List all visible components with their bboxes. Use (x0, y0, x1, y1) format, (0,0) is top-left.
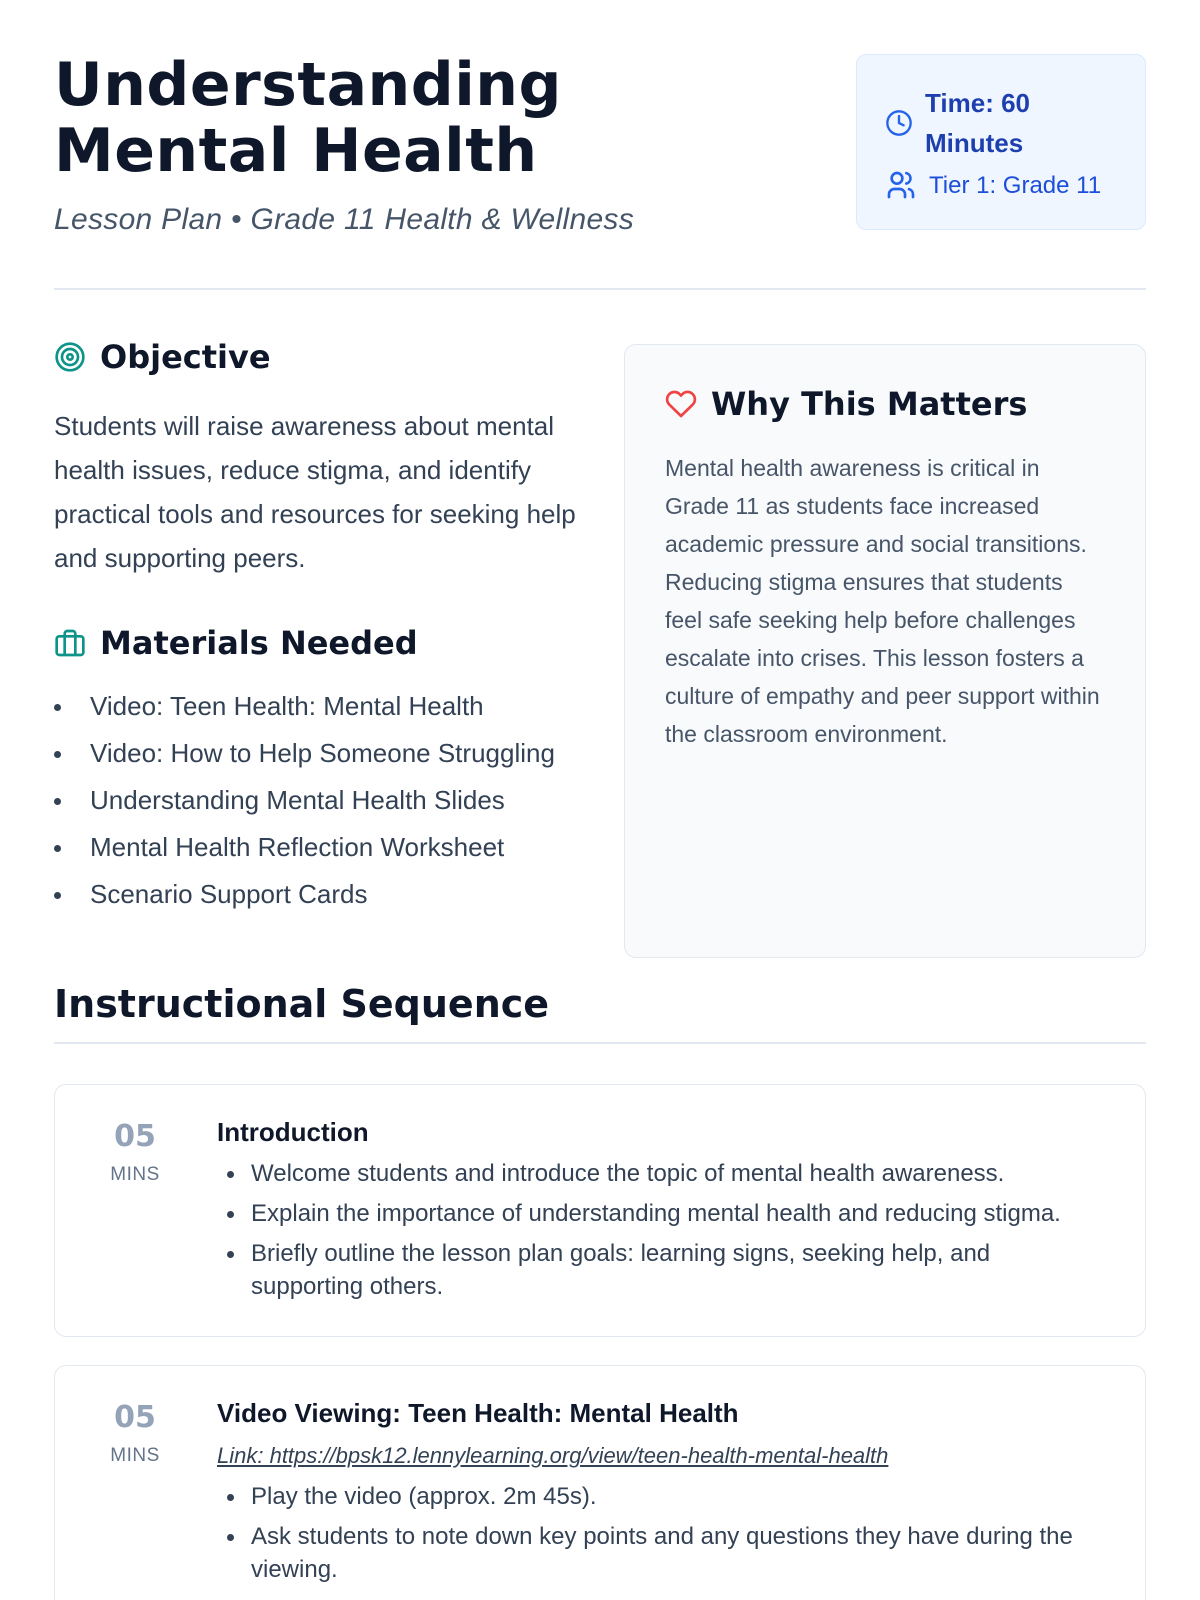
target-icon (54, 341, 86, 373)
step-minutes: 05 (114, 1119, 156, 1154)
list-item: Understanding Mental Health Slides (54, 780, 584, 820)
step-minutes: 05 (114, 1400, 156, 1435)
overview-section (54, 290, 1146, 970)
lesson-meta-card (856, 54, 1146, 230)
list-item: Mental Health Reflection Worksheet (54, 827, 584, 867)
step-duration (95, 1400, 175, 1467)
clock-icon (885, 109, 913, 137)
list-item: Video: How to Help Someone Struggling (54, 733, 584, 773)
lesson-header (54, 0, 1146, 290)
tier-label: Tier 1: Grade 11 (929, 172, 1102, 199)
list-item: Welcome students and introduce the topic of mental health awareness. (217, 1157, 1105, 1190)
page-title: Understanding Mental Health (54, 50, 562, 186)
list-item: Briefly outline the lesson plan goals: learning signs, seeking help, and supporting others. (217, 1237, 1105, 1303)
list-item: Play the video (approx. 2m 45s). (217, 1480, 1105, 1513)
objective-title: Objective (100, 338, 271, 376)
why-this-matters-card (624, 344, 1146, 958)
list-item: Ask students to note down key points and any questions they have during the viewing. (217, 1520, 1105, 1586)
time-row (885, 83, 1117, 163)
briefcase-icon (54, 627, 86, 659)
list-item: Explain the importance of understanding mental health and reducing stigma. (217, 1197, 1105, 1230)
objective-text: Students will raise awareness about mental health issues, reduce stigma, and identify practical tools and resources for seeking help and supporting peers. (54, 411, 576, 573)
page-subtitle: Lesson Plan • Grade 11 Health & Wellness (54, 203, 635, 236)
heart-icon (665, 388, 697, 420)
video-link[interactable]: Link: https://bpsk12.lennylearning.org/view/teen-health-mental-health (217, 1443, 889, 1468)
sequence-title: Instructional Sequence (54, 982, 1146, 1044)
sequence-step-introduction (54, 1084, 1146, 1337)
tier-row (885, 169, 1117, 203)
objective-heading (54, 338, 584, 376)
users-icon (885, 169, 917, 201)
step-duration (95, 1119, 175, 1186)
step-bullets (217, 1480, 1105, 1586)
sequence-step-video (54, 1365, 1146, 1600)
why-title: Why This Matters (711, 385, 1028, 423)
time-label: Time: 60 Minutes (925, 88, 1031, 158)
list-item: Scenario Support Cards (54, 874, 584, 914)
step-bullets (217, 1157, 1105, 1303)
list-item: Video: Teen Health: Mental Health (54, 686, 584, 726)
left-column (54, 338, 584, 921)
step-unit: MINS (110, 1164, 160, 1185)
step-title: Introduction (217, 1117, 369, 1147)
materials-list (54, 686, 584, 914)
step-title: Video Viewing: Teen Health: Mental Health (217, 1398, 739, 1428)
why-text: Mental health awareness is critical in Grade 11 as students face increased academic pressure and social transitions. Reducing stigma ensures that students feel safe seeking help before challenges escalate into crises. This lesson fosters a culture of empathy and peer support within the classroom environment. (665, 455, 1100, 747)
materials-heading (54, 624, 584, 662)
step-unit: MINS (110, 1445, 160, 1466)
why-heading (665, 385, 1105, 423)
materials-title: Materials Needed (100, 624, 418, 662)
